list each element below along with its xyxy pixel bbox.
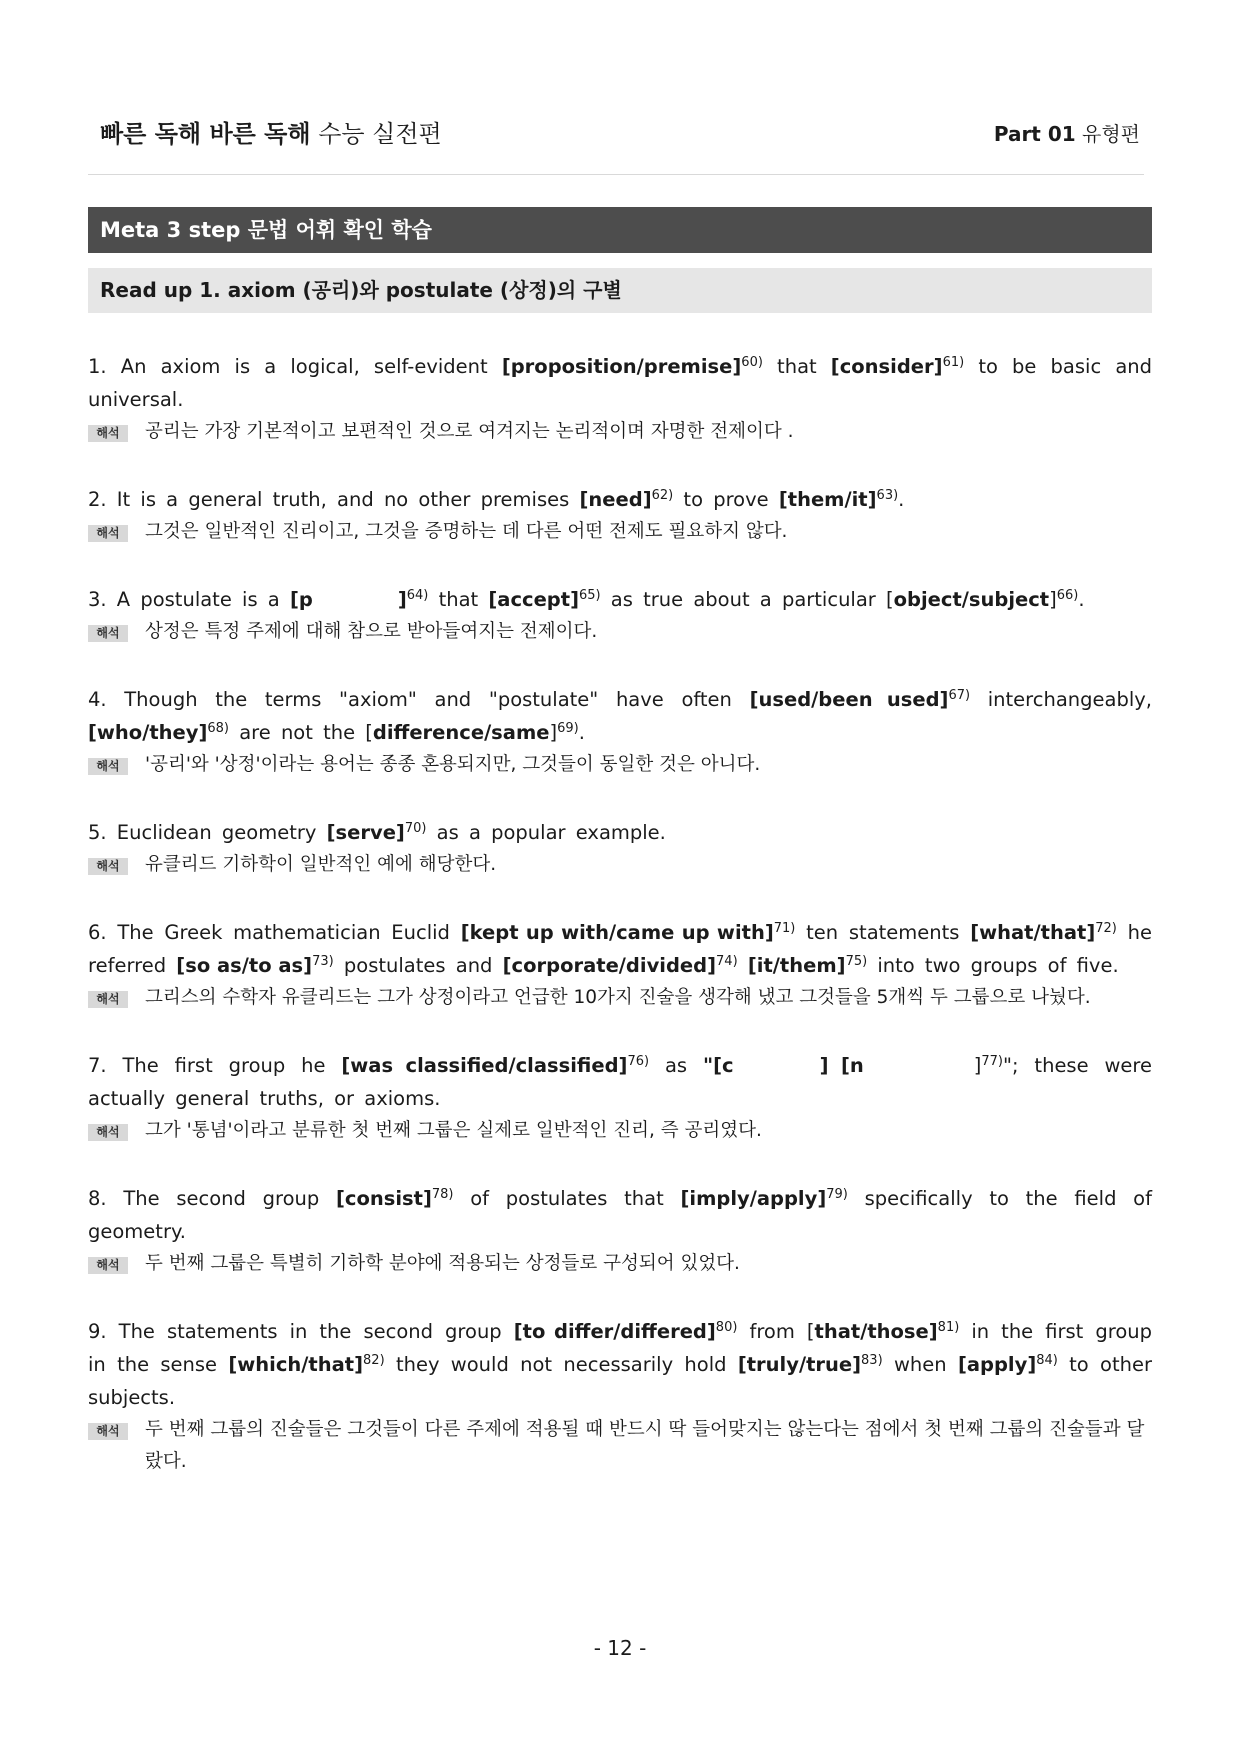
sentence-text: that <box>762 355 831 378</box>
question-number: 80) <box>715 1320 738 1335</box>
question-number: 74) <box>716 954 738 969</box>
sentence-text: from [ <box>737 1320 815 1343</box>
exercise-item <box>88 1049 1152 1147</box>
grammar-choice: [so as/to as] <box>176 954 313 977</box>
grammar-choice: [which/that] <box>228 1353 364 1376</box>
sentence-text: into two groups of five. <box>867 954 1119 977</box>
question-number: 81) <box>937 1320 960 1335</box>
part-label-bold: Part 01 <box>993 122 1076 146</box>
question-number: 60) <box>741 355 763 370</box>
grammar-choice: [truly/true] <box>737 1353 862 1376</box>
question-number: 63) <box>876 488 899 503</box>
korean-translation <box>88 1414 1152 1478</box>
sentence-text: in the first group in the sense <box>88 1320 1153 1376</box>
sentence-text: as <box>649 1054 703 1077</box>
question-number: 61) <box>942 355 965 370</box>
question-number: 73) <box>312 954 334 969</box>
grammar-choice: [corporate/divided] <box>502 954 717 977</box>
sentence-text: 1. An axiom is a logical, self-evident <box>88 355 502 378</box>
translation-text: 공리는 가장 기본적이고 보편적인 것으로 여겨지는 논리적이며 자명한 전제이다 . <box>145 421 794 442</box>
question-number: 67) <box>948 688 971 703</box>
sentence-text: interchangeably, <box>970 688 1153 711</box>
sentence-text: 6. The Greek mathematician Euclid <box>88 921 461 944</box>
question-number: 62) <box>651 488 674 503</box>
exercise-list <box>88 350 1152 1513</box>
exercise-item <box>88 350 1152 448</box>
grammar-choice: [apply] <box>957 1353 1037 1376</box>
translation-tag: 해석 <box>88 625 128 642</box>
grammar-choice: [proposition/premise] <box>501 355 742 378</box>
translation-tag: 해석 <box>88 758 128 775</box>
question-number: 82) <box>363 1353 385 1368</box>
sentence-text: ] <box>549 721 558 744</box>
grammar-choice: [to differ/differed] <box>513 1320 716 1343</box>
question-number: 79) <box>826 1187 848 1202</box>
sentence-text: postulates and <box>333 954 503 977</box>
exercise-item <box>88 1182 1152 1280</box>
question-number: 66) <box>1056 588 1079 603</box>
english-sentence <box>88 1315 1152 1414</box>
sentence-text: 7. The first group he <box>88 1054 342 1077</box>
english-sentence <box>88 916 1152 982</box>
exercise-item <box>88 916 1152 1014</box>
english-sentence <box>88 483 1152 516</box>
book-title-bold: 빠른 독해 바른 독해 <box>100 120 311 148</box>
sentence-text: . <box>898 488 905 511</box>
korean-translation <box>88 849 1152 881</box>
sentence-text: ] <box>1049 588 1057 611</box>
sentence-text: ] <box>973 1054 982 1077</box>
grammar-choice: [consider] <box>830 355 943 378</box>
translation-text: '공리'와 '상정'이라는 용어는 종종 혼용되지만, 그것들이 동일한 것은 아니다. <box>145 754 761 775</box>
grammar-choice: [who/they] <box>88 721 208 744</box>
sentence-text: specifically to the field of geometry. <box>88 1187 1152 1243</box>
page-header <box>100 114 1140 148</box>
question-number: 76) <box>627 1054 650 1069</box>
grammar-choice: [it/them] <box>747 954 846 977</box>
translation-text: 상정은 특정 주제에 대해 참으로 받아들여지는 전제이다. <box>145 621 598 642</box>
korean-translation <box>88 416 1152 448</box>
sentence-text: . <box>1078 588 1085 611</box>
sentence-text: when <box>882 1353 958 1376</box>
sentence-text: as a popular example. <box>426 821 666 844</box>
grammar-choice: [imply/apply] <box>680 1187 827 1210</box>
sentence-text: to prove <box>673 488 779 511</box>
question-number: 84) <box>1036 1353 1058 1368</box>
question-number: 68) <box>207 721 230 736</box>
translation-text: 두 번째 그룹은 특별히 기하학 분야에 적용되는 상정들로 구성되어 있었다. <box>145 1253 740 1274</box>
translation-text: 두 번째 그룹의 진술들은 그것들이 다른 주제에 적용될 때 반드시 딱 들어맞지는 않는다는 점에서 첫 번째 그룹의 진술들과 달랐다. <box>145 1419 1145 1472</box>
grammar-choice: that/those] <box>814 1320 938 1343</box>
korean-translation <box>88 516 1152 548</box>
sentence-text: 9. The statements in the second group <box>88 1320 514 1343</box>
english-sentence <box>88 350 1152 416</box>
question-number: 64) <box>406 588 429 603</box>
grammar-choice: [serve] <box>326 821 405 844</box>
question-number: 71) <box>773 921 796 936</box>
translation-tag: 해석 <box>88 525 128 542</box>
translation-tag: 해석 <box>88 1423 128 1440</box>
grammar-choice: [what/that] <box>970 921 1096 944</box>
grammar-choice: [consist] <box>335 1187 432 1210</box>
question-number: 83) <box>861 1353 883 1368</box>
translation-text: 그리스의 수학자 유클리드는 그가 상정이라고 언급한 10가지 진술을 생각해 냈고 그것들을 5개씩 두 그룹으로 나눴다. <box>145 987 1091 1008</box>
translation-text: 그가 '통념'이라고 분류한 첫 번째 그룹은 실제로 일반적인 진리, 즉 공리였다. <box>145 1120 762 1141</box>
book-title-normal: 수능 실전편 <box>318 120 442 148</box>
book-title <box>100 114 442 149</box>
english-sentence <box>88 683 1152 749</box>
grammar-choice: ] <box>397 588 407 611</box>
sentence-text: 2. It is a general truth, and no other premises <box>88 488 580 511</box>
grammar-choice: [accept] <box>488 588 579 611</box>
part-label-normal: 유형편 <box>1082 122 1140 146</box>
sentence-text: ten statements <box>795 921 971 944</box>
sentence-text: to other subjects. <box>88 1353 1152 1409</box>
translation-tag: 해석 <box>88 991 128 1008</box>
sentence-text: are not the [ <box>229 721 373 744</box>
grammar-choice: difference/same <box>372 721 550 744</box>
section-title: Meta 3 step 문법 어휘 확인 학습 <box>88 207 1152 253</box>
page-number: - 12 - <box>593 1636 647 1660</box>
english-sentence <box>88 816 1152 849</box>
sentence-text: they would not necessarily hold <box>384 1353 738 1376</box>
translation-tag: 해석 <box>88 425 128 442</box>
question-number: 75) <box>845 954 868 969</box>
translation-text: 그것은 일반적인 진리이고, 그것을 증명하는 데 다른 어떤 전제도 필요하지 않다. <box>145 521 788 542</box>
question-number: 70) <box>404 821 427 836</box>
sentence-text: of postulates that <box>453 1187 681 1210</box>
english-sentence <box>88 1182 1152 1248</box>
grammar-choice: ] [n <box>819 1054 864 1077</box>
grammar-choice: [need] <box>579 488 652 511</box>
korean-translation <box>88 1115 1152 1147</box>
question-number: 65) <box>578 588 601 603</box>
grammar-choice: object/subject <box>893 588 1050 611</box>
exercise-item <box>88 483 1152 548</box>
grammar-choice: [was classified/classified] <box>341 1054 628 1077</box>
exercise-item <box>88 683 1152 781</box>
english-sentence <box>88 1049 1152 1115</box>
translation-tag: 해석 <box>88 1124 128 1141</box>
korean-translation <box>88 982 1152 1014</box>
question-number: 72) <box>1095 921 1117 936</box>
translation-text: 유클리드 기하학이 일반적인 예에 해당한다. <box>145 854 497 875</box>
grammar-choice: [used/been used] <box>749 688 949 711</box>
english-sentence <box>88 583 1152 616</box>
sentence-text: to be basic and universal. <box>88 355 1152 411</box>
exercise-item <box>88 816 1152 881</box>
sentence-text: 3. A postulate is a <box>88 588 290 611</box>
korean-translation <box>88 1248 1152 1280</box>
sentence-text: that <box>428 588 489 611</box>
part-label <box>994 118 1140 147</box>
sentence-text: "; these were actually general truths, or axioms. <box>88 1054 1153 1110</box>
question-number: 78) <box>431 1187 454 1202</box>
translation-tag: 해석 <box>88 858 128 875</box>
header-divider <box>88 174 1144 175</box>
sentence-text: he referred <box>88 921 1152 977</box>
question-number: 69) <box>557 721 579 736</box>
sentence-text <box>738 954 748 977</box>
exercise-item <box>88 583 1152 648</box>
section-subtitle: Read up 1. axiom (공리)와 postulate (상정)의 구별 <box>88 268 1152 313</box>
sentence-text: 8. The second group <box>88 1187 336 1210</box>
sentence-text: 4. Though the terms "axiom" and "postulate" have often <box>88 688 750 711</box>
grammar-choice: [p <box>289 588 313 611</box>
exercise-item <box>88 1315 1152 1478</box>
grammar-choice: [kept up with/came up with] <box>460 921 774 944</box>
translation-tag: 해석 <box>88 1257 128 1274</box>
question-number: 77) <box>981 1054 1004 1069</box>
sentence-text: as true about a particular [ <box>600 588 894 611</box>
grammar-choice: "[c <box>702 1054 734 1077</box>
sentence-text: 5. Euclidean geometry <box>88 821 327 844</box>
korean-translation <box>88 749 1152 781</box>
grammar-choice: [them/it] <box>778 488 877 511</box>
korean-translation <box>88 616 1152 648</box>
sentence-text: . <box>578 721 585 744</box>
